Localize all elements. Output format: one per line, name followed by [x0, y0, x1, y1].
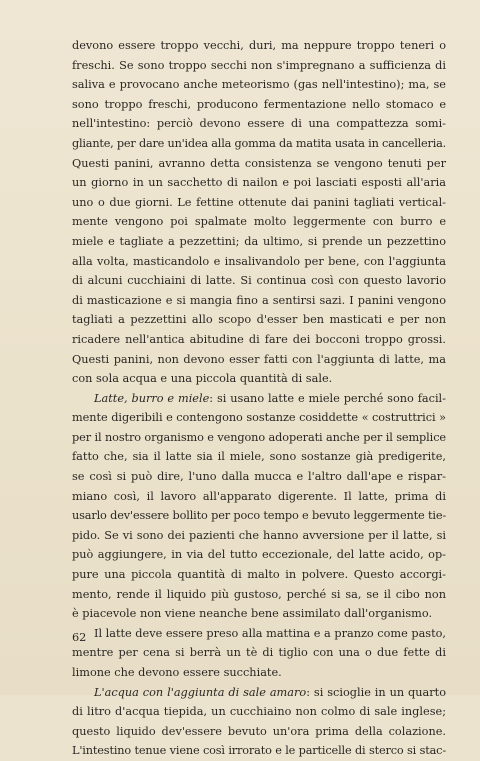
text-line	[72, 154, 446, 174]
line-text: di litro d'acqua tiepida, un cucchiaino non colmo di sale inglese;	[72, 705, 446, 719]
text-line	[72, 624, 446, 644]
text-line	[72, 173, 446, 193]
line-text: mente digeribili e contengono sostanze cosiddette « costruttrici »	[72, 411, 446, 425]
text-line	[72, 506, 446, 526]
line-text: uno o due giorni. Le fettine ottenute dai panini tagliati vertical-	[72, 195, 446, 209]
line-text: alla volta, masticandolo e insalivandolo per bene, con l'aggiunta	[72, 254, 446, 268]
text-line	[72, 663, 446, 683]
line-text: per il nostro organismo e vengono adoperati anche per il semplice	[72, 430, 446, 444]
text-line	[72, 741, 446, 761]
line-text: può aggiungere, in via del tutto eccezionale, del latte acido, op-	[72, 548, 446, 562]
text-line	[72, 389, 446, 409]
text-line	[72, 114, 446, 134]
text-line	[72, 683, 446, 703]
line-text: con sola acqua e una piccola quantità di sale.	[72, 372, 333, 386]
line-text: mento, rende il liquido più gustoso, perché si sa, se il cibo non	[72, 587, 446, 601]
italic-heading: Latte, burro e miele	[94, 391, 210, 405]
line-text: nell'intestino: perciò devono essere di una compattezza somi-	[72, 117, 446, 131]
line-text: ricadere nell'antica abitudine di fare dei bocconi troppo grossi.	[72, 332, 446, 346]
line-text: è piacevole non viene neanche bene assimilato dall'organismo.	[72, 607, 433, 621]
text-line	[72, 585, 446, 605]
line-text: un giorno in un sacchetto di nailon e poi lasciati esposti all'aria	[72, 176, 446, 190]
text-line	[72, 36, 446, 56]
text-line	[72, 350, 446, 370]
text-line	[72, 545, 446, 565]
text-line	[72, 369, 446, 389]
italic-heading: L'acqua con l'aggiunta di sale amaro	[94, 685, 307, 699]
line-text: di alcuni cucchiaini di latte. Si continua così con questo lavorio	[72, 274, 446, 288]
text-line	[72, 212, 446, 232]
line-text: freschi. Se sono troppo secchi non s'impregnano a sufficienza di	[72, 58, 446, 72]
text-line	[72, 134, 446, 154]
line-text: Questi panini, avranno detta consistenza se vengono tenuti per	[72, 156, 446, 170]
text-line	[72, 56, 446, 76]
line-text: miele e tagliate a pezzettini; da ultimo, si prende un pezzettino	[72, 234, 446, 248]
line-text: : si scioglie in un quarto	[306, 685, 446, 699]
line-text: pido. Se vi sono dei pazienti che hanno avversione per il latte, si	[72, 528, 446, 542]
line-text: : si usano latte e miele perché sono facil-	[209, 391, 446, 405]
text-line	[72, 722, 446, 742]
line-text: Il latte deve essere preso alla mattina e a pranzo come pasto,	[94, 626, 446, 640]
text-line	[72, 252, 446, 272]
line-text: limone che devono essere succhiate.	[72, 666, 282, 679]
text-line	[72, 428, 446, 448]
line-text: gliante, per dare un'idea alla gomma da matita usata in cancelleria.	[72, 136, 446, 150]
body-text	[72, 36, 446, 761]
line-text: mente vengono poi spalmate molto leggermente con burro e	[72, 215, 446, 229]
text-line	[72, 271, 446, 291]
text-line	[72, 310, 446, 330]
line-text: se così si può dire, l'uno dalla mucca e l'altro dall'ape e rispar-	[72, 470, 446, 484]
text-line	[72, 467, 446, 487]
text-line	[72, 95, 446, 115]
text-line	[72, 447, 446, 467]
text-line	[72, 330, 446, 350]
text-line	[72, 232, 446, 252]
text-line	[72, 487, 446, 507]
text-line	[72, 565, 446, 585]
line-text: usarlo dev'essere bollito per poco tempo e bevuto leggermente tie-	[72, 509, 447, 523]
line-text: devono essere troppo vecchi, duri, ma neppure troppo teneri o	[72, 39, 446, 52]
line-text: saliva e provocano anche meteorismo (gas nell'intestino); ma, se	[72, 78, 446, 92]
line-text: pure una piccola quantità di malto in polvere. Questo accorgi-	[72, 568, 446, 582]
line-text: sono troppo freschi, producono fermentazione nello stomaco e	[72, 97, 446, 111]
line-text: di masticazione e si mangia fino a sentirsi sazi. I panini vengono	[72, 293, 446, 307]
line-text: mentre per cena si berrà un tè di tiglio con una o due fette di	[72, 646, 446, 660]
text-line	[72, 291, 446, 311]
line-text: tagliati a pezzettini allo scopo d'esser ben masticati e per non	[72, 313, 446, 327]
line-text: fatto che, sia il latte sia il miele, sono sostanze già predigerite,	[72, 450, 446, 464]
text-line	[72, 526, 446, 546]
text-line	[72, 702, 446, 722]
text-line	[72, 193, 446, 213]
line-text: Questi panini, non devono esser fatti con l'aggiunta di latte, ma	[72, 352, 446, 366]
text-line	[72, 75, 446, 95]
page-number: 62	[72, 631, 87, 644]
text-line	[72, 643, 446, 663]
line-text: miano così, il lavoro all'apparato digerente. Il latte, prima di	[72, 489, 446, 503]
line-text: L'intestino tenue viene così irrorato e le particelle di sterco si stac-	[72, 744, 447, 758]
text-line	[72, 408, 446, 428]
text-line	[72, 604, 446, 624]
line-text: questo liquido dev'essere bevuto un'ora prima della colazione.	[72, 724, 446, 738]
